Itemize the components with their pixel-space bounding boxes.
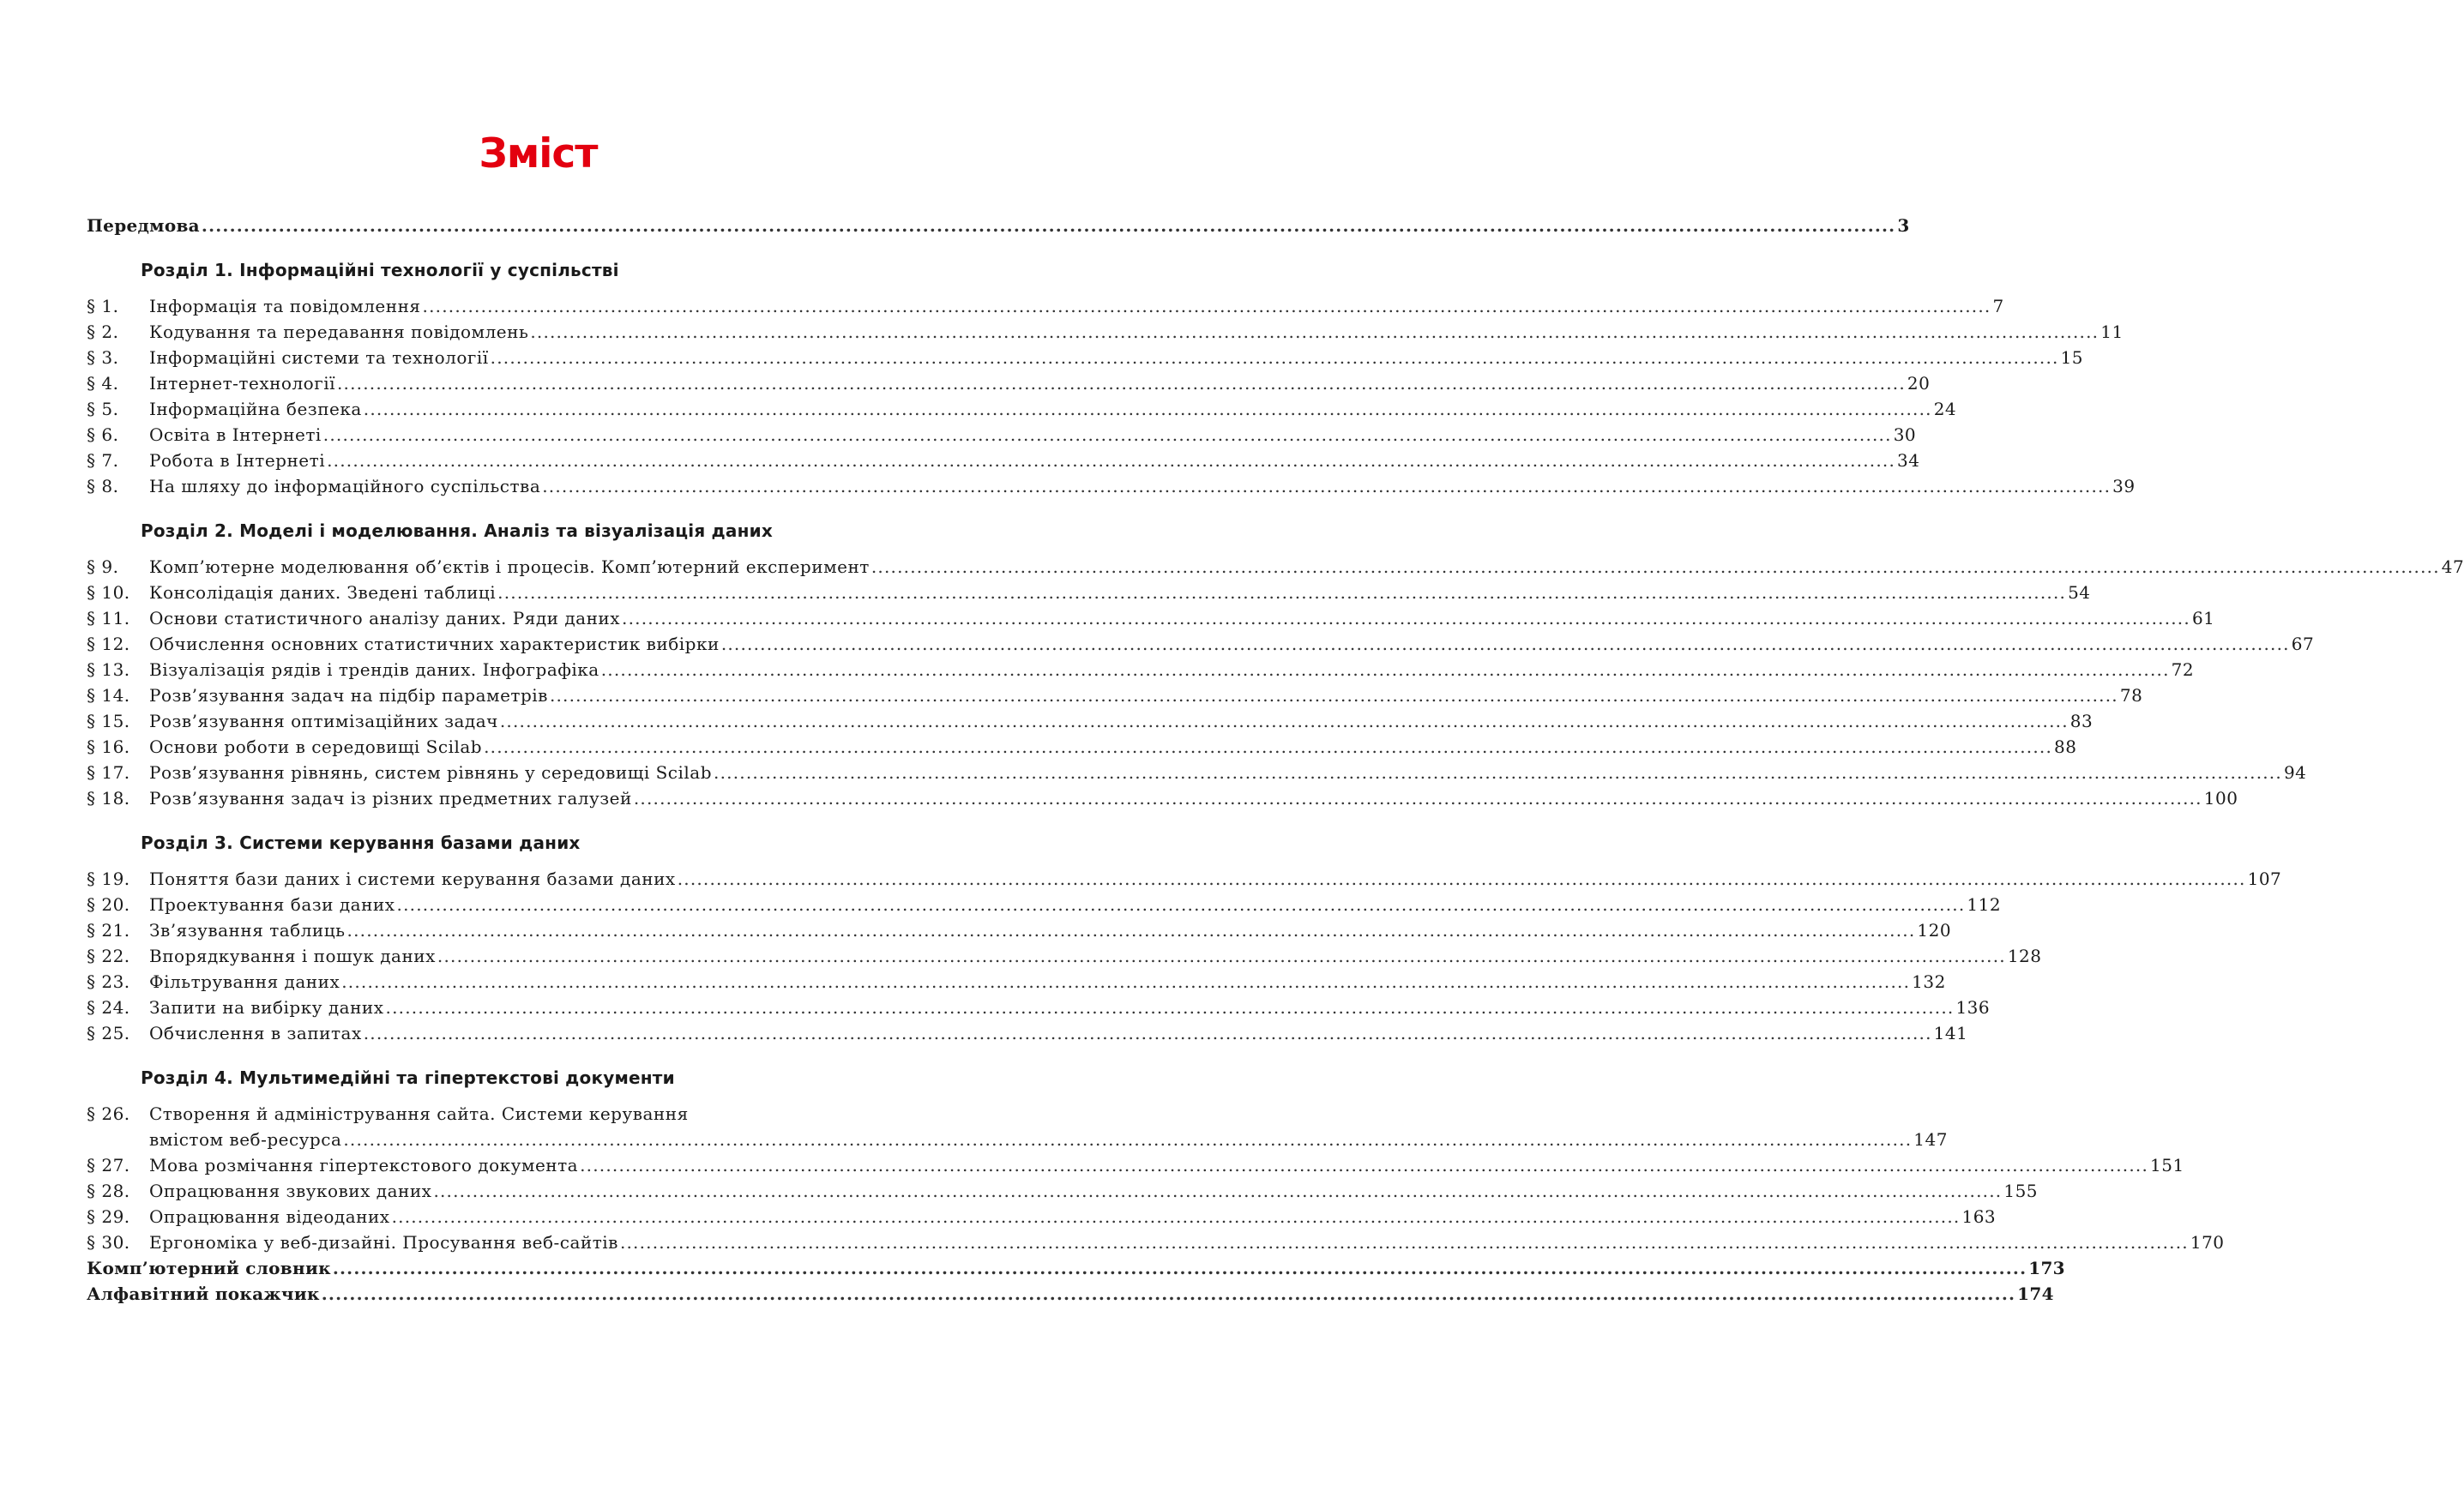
toc-entry[interactable] [87, 969, 1946, 995]
toc-page-number: 61 [2191, 608, 2215, 628]
dot-leader [364, 1020, 1932, 1046]
paragraph-number: § 13. [87, 659, 130, 680]
toc-entry[interactable] [87, 760, 2307, 785]
toc-page-number: 78 [2119, 685, 2143, 706]
paragraph-number: § 26. [87, 1103, 130, 1124]
paragraph-number: § 10. [87, 582, 130, 603]
toc-entry[interactable] [87, 605, 2215, 631]
toc-entry[interactable] [87, 293, 2004, 319]
paragraph-number: § 20. [87, 894, 130, 915]
toc-page-number: 136 [1955, 997, 1991, 1018]
toc-entry-title: Мова розмічання гіпертекстового документа [149, 1155, 579, 1175]
paragraph-number: § 28. [87, 1181, 130, 1201]
paragraph-number: § 6. [87, 424, 119, 445]
toc-entry-title: На шляху до інформаційного суспільства [149, 476, 541, 496]
toc-page-number: 20 [1907, 373, 1931, 394]
toc-entry[interactable] [87, 995, 1991, 1020]
dot-leader [491, 345, 2059, 370]
toc-page-number: 174 [2017, 1284, 2054, 1304]
paragraph-number: § 30. [87, 1232, 130, 1253]
toc-page-number: 11 [2100, 322, 2124, 342]
toc-entry[interactable] [87, 734, 2077, 760]
toc-page-number: 141 [1933, 1023, 1968, 1043]
toc-page-number: 15 [2060, 347, 2084, 368]
paragraph-number: § 5. [87, 399, 119, 419]
dot-leader [542, 473, 2111, 499]
toc-entry-title: Проектування бази даних [149, 894, 395, 915]
toc-entry-title-cont: вмістом веб-ресурса [149, 1129, 342, 1150]
toc-entry-title: Ергономіка у веб-дизайні. Просування веб-сайтів [149, 1232, 618, 1253]
toc-entry[interactable] [87, 631, 2315, 657]
section-heading: Розділ 3. Системи керування базами даних [141, 833, 581, 853]
toc-page-number: 54 [2068, 582, 2091, 603]
toc-entry-title: Розв’язування оптимізаційних задач [149, 711, 498, 731]
toc-page-number: 112 [1967, 894, 2002, 915]
toc-entry-title: Кодування та передавання повідомлень [149, 322, 529, 342]
toc-sections [87, 257, 2464, 1255]
dot-leader [327, 448, 1895, 473]
toc-entry[interactable] [87, 1020, 1968, 1046]
page-title: Зміст [479, 130, 598, 177]
paragraph-number: § 7. [87, 450, 119, 471]
toc-page-number: 151 [2150, 1155, 2184, 1175]
dot-leader [433, 1178, 2002, 1204]
toc-page-number: 107 [2247, 869, 2282, 889]
dot-leader [423, 293, 1991, 319]
toc-page-number: 83 [2069, 711, 2093, 731]
toc-page-number: 24 [1933, 399, 1957, 419]
toc-entry-title: Робота в Інтернеті [149, 450, 326, 471]
toc-entry-title: Освіта в Інтернеті [149, 424, 322, 445]
toc-page-number: 3 [1897, 215, 1910, 236]
toc-entry[interactable] [87, 473, 2136, 499]
dot-leader [714, 760, 2282, 785]
toc-page-number: 47 [2441, 556, 2464, 577]
toc-entry-title: Поняття бази даних і системи керування базами даних [149, 869, 676, 889]
toc-page-number: 163 [1961, 1206, 1997, 1227]
toc-entry-title: Обчислення основних статистичних характеристик вибірки [149, 634, 720, 654]
section-heading: Розділ 4. Мультимедійні та гіпертекстові документи [141, 1067, 675, 1088]
toc-entry-title: Візуалізація рядів і трендів даних. Інфографіка [149, 659, 599, 680]
toc-entry[interactable] [87, 657, 2195, 682]
paragraph-number: § 16. [87, 736, 130, 757]
toc-entry[interactable] [87, 917, 1952, 943]
toc-page-number: 128 [2007, 946, 2042, 966]
dot-leader [202, 213, 1895, 238]
paragraph-number: § 14. [87, 685, 130, 706]
paragraph-number: § 4. [87, 373, 119, 394]
toc-page-number: 34 [1897, 450, 1920, 471]
toc-entry-title: Фільтрування даних [149, 971, 340, 992]
toc-appendix [87, 1255, 2065, 1307]
toc-page-number: 100 [2203, 788, 2238, 809]
dot-leader [341, 969, 1910, 995]
dot-leader [622, 605, 2190, 631]
paragraph-number: § 1. [87, 296, 119, 316]
toc-entry-title: Інтернет-технології [149, 373, 335, 394]
toc-entry-title: Впорядкування і пошук даних [149, 946, 436, 966]
toc-page-number: 39 [2112, 476, 2136, 496]
paragraph-number: § 24. [87, 997, 130, 1018]
dot-leader [333, 1255, 2027, 1281]
toc-entry-preface[interactable] [87, 213, 1910, 238]
dot-leader [497, 580, 2066, 605]
paragraph-number: § 29. [87, 1206, 130, 1227]
toc-entry-title: Опрацювання відеоданих [149, 1206, 390, 1227]
paragraph-number: § 2. [87, 322, 119, 342]
toc-entry-appendix[interactable] [87, 1255, 2065, 1281]
toc-entry-title: Обчислення в запитах [149, 1023, 362, 1043]
toc-page-number: 132 [1912, 971, 1946, 992]
dot-leader [364, 396, 1932, 422]
toc-entry[interactable] [87, 1178, 2039, 1204]
toc-entry[interactable] [87, 682, 2143, 708]
dot-leader [397, 892, 1966, 917]
paragraph-number: § 3. [87, 347, 119, 368]
toc-entry[interactable] [87, 785, 2238, 811]
dot-leader [323, 422, 1892, 448]
toc-entry[interactable] [87, 1229, 2225, 1255]
toc-page-number: 94 [2283, 762, 2307, 783]
toc-page-number: 155 [2003, 1181, 2039, 1201]
toc-entry-title: Опрацювання звукових даних [149, 1181, 432, 1201]
dot-leader [678, 866, 2246, 892]
toc-entry-continuation[interactable] [87, 1127, 1948, 1152]
paragraph-number: § 25. [87, 1023, 130, 1043]
toc-entry[interactable] [87, 448, 1920, 473]
paragraph-number: § 15. [87, 711, 130, 731]
dot-leader [484, 734, 2052, 760]
dot-leader [500, 708, 2069, 734]
toc-entry-title: Консолідація даних. Зведені таблиці [149, 582, 497, 603]
dot-leader [322, 1281, 2015, 1307]
paragraph-number: § 19. [87, 869, 130, 889]
table-of-contents [87, 213, 2464, 1307]
toc-page-number: 7 [1992, 296, 2004, 316]
toc-entry[interactable] [87, 866, 2282, 892]
toc-page-number: 88 [2054, 736, 2077, 757]
toc-entry-label: Комп’ютерний словник [87, 1258, 331, 1278]
toc-page-number: 170 [2190, 1232, 2225, 1253]
toc-entry[interactable] [87, 580, 2091, 605]
toc-entry-title: Основи статистичного аналізу даних. Ряди даних [149, 608, 621, 628]
toc-entry[interactable] [87, 554, 2464, 580]
toc-entry-title: Розв’язування задач на підбір параметрів [149, 685, 548, 706]
dot-leader [550, 682, 2118, 708]
toc-page-number: 72 [2171, 659, 2195, 680]
toc-entry[interactable] [87, 708, 2093, 734]
toc-entry-label: Передмова [87, 215, 200, 236]
paragraph-number: § 27. [87, 1155, 130, 1175]
paragraph-number: § 23. [87, 971, 130, 992]
toc-entry[interactable] [87, 892, 2002, 917]
toc-entry[interactable] [87, 943, 2042, 969]
toc-entry-title: Комп’ютерне моделювання об’єктів і процесів. Комп’ютерний експеримент [149, 556, 870, 577]
toc-entry-title: Інформація та повідомлення [149, 296, 421, 316]
toc-entry[interactable] [87, 1101, 977, 1127]
paragraph-number: § 22. [87, 946, 130, 966]
section-heading: Розділ 1. Інформаційні технології у суспільстві [141, 260, 619, 280]
toc-entry-title: Розв’язування задач із різних предметних галузей [149, 788, 632, 809]
toc-entry-title: Запити на вибірку даних [149, 997, 384, 1018]
toc-page-number: 67 [2291, 634, 2315, 654]
paragraph-number: § 9. [87, 556, 119, 577]
toc-entry-label: Алфавітний покажчик [87, 1284, 320, 1304]
dot-leader [721, 631, 2290, 657]
dot-leader [620, 1229, 2189, 1255]
dot-leader [386, 995, 1955, 1020]
toc-entry[interactable] [87, 1204, 1997, 1229]
dot-leader [343, 1127, 1912, 1152]
toc-page-number: 147 [1913, 1129, 1948, 1150]
toc-entry-title: Створення й адміністрування сайта. Системи керування [149, 1103, 689, 1124]
section-heading: Розділ 2. Моделі і моделювання. Аналіз та візуалізація даних [141, 520, 773, 541]
toc-entry[interactable] [87, 319, 2124, 345]
paragraph-number: § 12. [87, 634, 130, 654]
toc-page-number: 120 [1917, 920, 1952, 941]
toc-entry-title: Розв’язування рівнянь, систем рівнянь у середовищі Scilab [149, 762, 713, 783]
toc-entry[interactable] [87, 396, 1957, 422]
paragraph-number: § 18. [87, 788, 130, 809]
toc-page-number: 173 [2028, 1258, 2065, 1278]
toc-entry[interactable] [87, 1152, 2184, 1178]
dot-leader [871, 554, 2440, 580]
toc-entry-title: Основи роботи в середовищі Scilab [149, 736, 483, 757]
dot-leader [634, 785, 2202, 811]
dot-leader [437, 943, 2006, 969]
dot-leader [601, 657, 2170, 682]
dot-leader [580, 1152, 2148, 1178]
toc-entry[interactable] [87, 422, 1917, 448]
paragraph-number: § 8. [87, 476, 119, 496]
toc-entry-title: Інформаційна безпека [149, 399, 362, 419]
dot-leader [530, 319, 2099, 345]
dot-leader [337, 370, 1906, 396]
toc-entry[interactable] [87, 370, 1931, 396]
paragraph-number: § 21. [87, 920, 130, 941]
paragraph-number: § 17. [87, 762, 130, 783]
dot-leader [347, 917, 1916, 943]
dot-leader [392, 1204, 1961, 1229]
toc-entry[interactable] [87, 345, 2084, 370]
toc-entry-appendix[interactable] [87, 1281, 2054, 1307]
toc-page-number: 30 [1893, 424, 1917, 445]
toc-entry-title: Інформаційні системи та технології [149, 347, 489, 368]
toc-entry-title: Зв’язування таблиць [149, 920, 346, 941]
paragraph-number: § 11. [87, 608, 130, 628]
